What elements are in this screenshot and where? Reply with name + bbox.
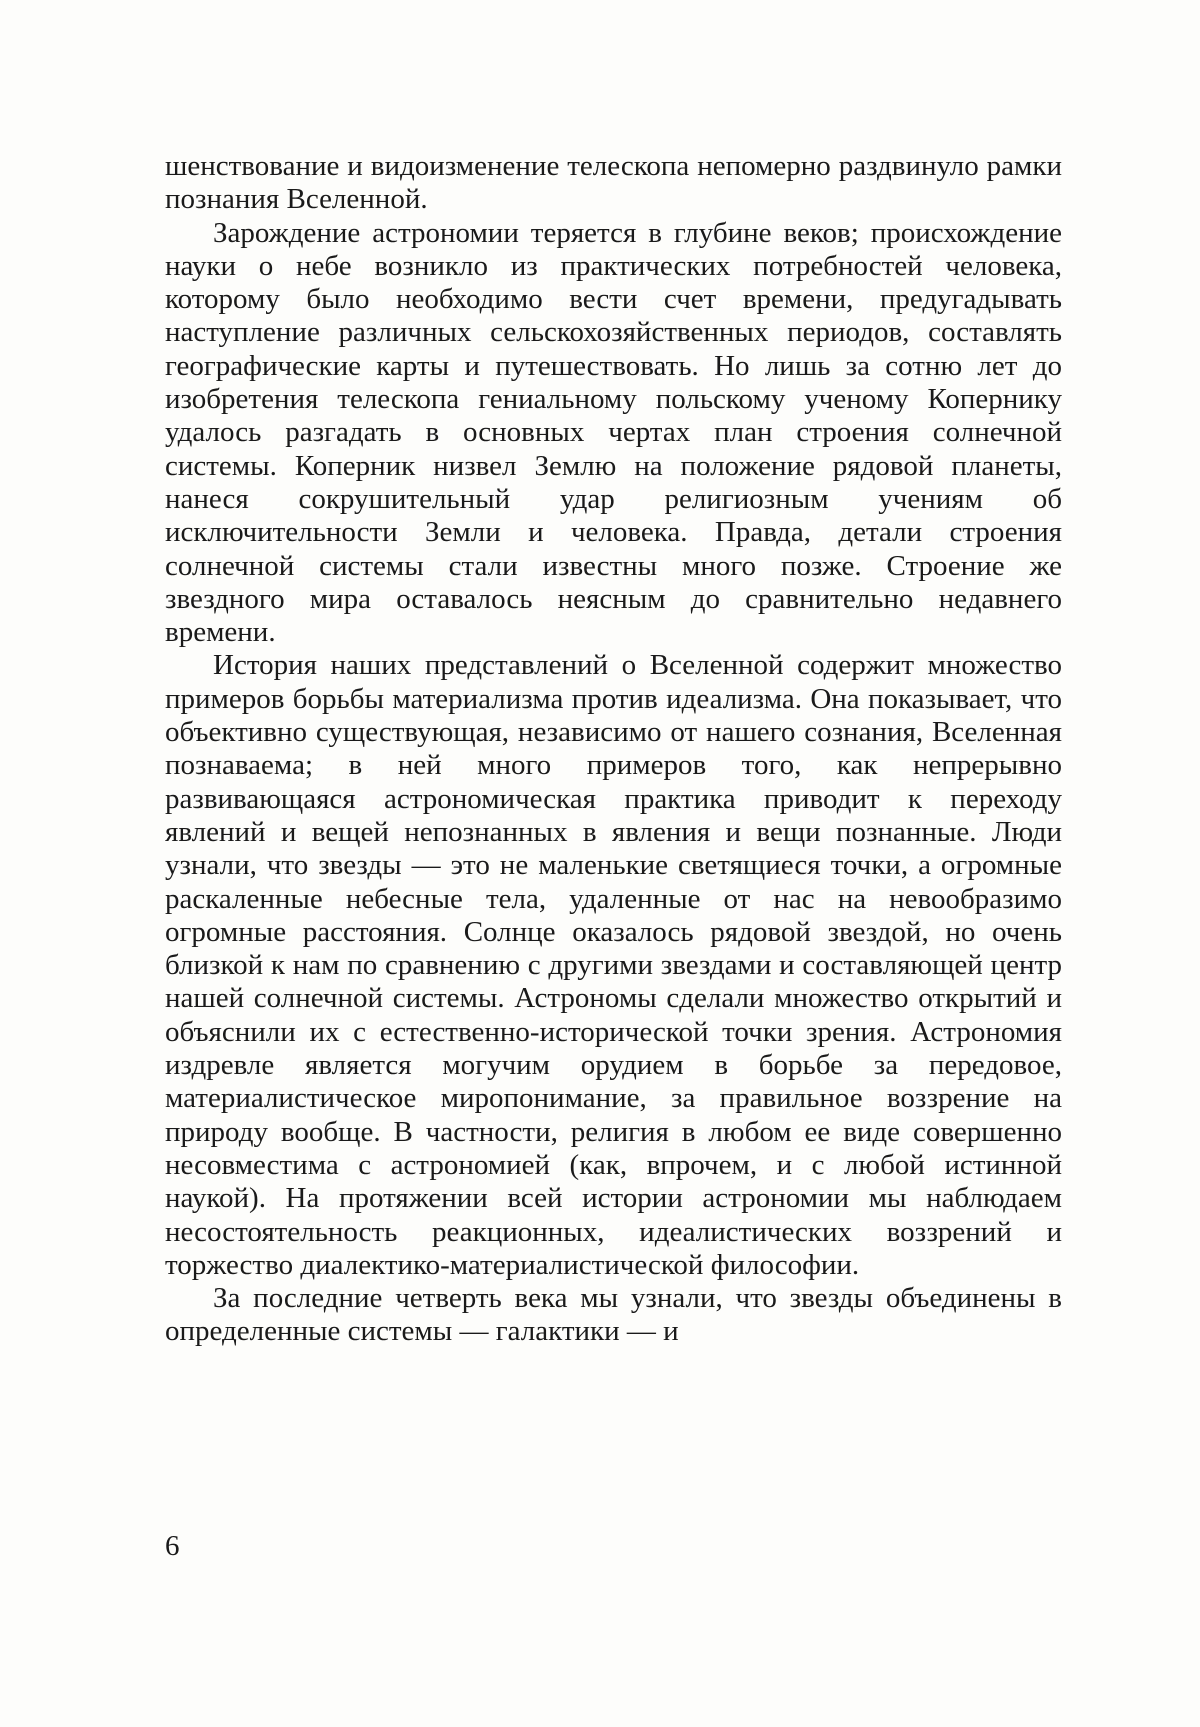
body-text [165,150,1062,1349]
paragraph-continuation: шенствование и видоизменение телескопа непомерно раздвинуло рамки познания Вселенной. [165,150,1062,216]
paragraph-history-of-ideas: История наших представлений о Вселенной содержит множество примеров борьбы материализма против идеализма. Она показывает, что объективно существующая, независимо от нашего сознания, Вселенная познаваема; в ней много примеров того, как непрерывно развивающаяся астрономическая практика приводит к переходу явлений и вещей непознанных в явления и вещи познанные. Люди узнали, что звезды — это не маленькие светящиеся точки, а огромные раскаленные небесные тела, удаленные от нас на невообразимо огромные расстояния. Солнце оказалось рядовой звездой, но очень близкой к нам по сравнению с другими звездами и составляющей центр нашей солнечной системы. Астрономы сделали множество открытий и объяснили их с естественно-исторической точки зрения. Астрономия издревле является могучим орудием в борьбе за передовое, материалистическое миропонимание, за правильное воззрение на природу вообще. В частности, религия в любом ее виде совершенно несовместима с астрономией (как, впрочем, и с любой истинной наукой). На протяжении всей истории астрономии мы наблюдаем несостоятельность реакционных, идеалистических воззрений и торжество диалектико-материалистической философии. [165,649,1062,1281]
paragraph-galaxies: За последние четверть века мы узнали, что звезды объединены в определенные системы — галактики — и [165,1282,1062,1348]
paragraph-origin-of-astronomy: Зарождение астрономии теряется в глубине веков; происхождение науки о небе возникло из практических потребностей человека, которому было необходимо вести счет времени, предугадывать наступление различных сельскохозяйственных периодов, составлять географические карты и путешествовать. Но лишь за сотню лет до изобретения телескопа гениальному польскому ученому Копернику удалось разгадать в основных чертах план строения солнечной системы. Коперник низвел Землю на положение рядовой планеты, нанеся сокрушительный удар религиозным учениям об исключительности Земли и человека. Правда, детали строения солнечной системы стали известны много позже. Строение же звездного мира оставалось неясным до сравнительно недавнего времени. [165,216,1062,649]
page-number: 6 [165,1530,180,1562]
